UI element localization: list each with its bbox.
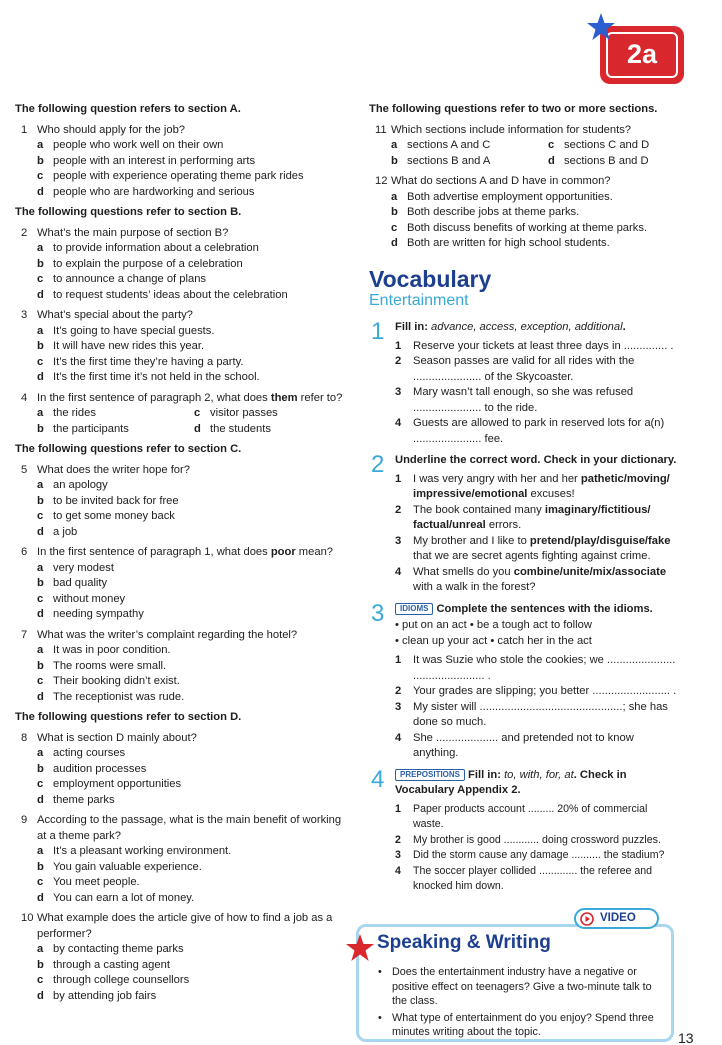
option-letter: c [194, 407, 201, 419]
option-text: visitor passes [210, 407, 278, 419]
option-text: You meet people. [53, 876, 140, 888]
video-label: VIDEO [600, 912, 636, 924]
option-letter: d [37, 793, 44, 806]
unit-badge-label: 2a [626, 39, 658, 69]
option-letter: a [37, 407, 44, 419]
option-letter: c [391, 221, 398, 234]
question-number: 1 [21, 123, 28, 136]
option-text: the students [210, 422, 271, 435]
exercise-number: 4 [371, 765, 385, 793]
vocabulary-section [369, 266, 679, 901]
option-text: the rides [53, 407, 96, 419]
option-text: by contacting theme parks [53, 943, 184, 955]
option-letter: c [37, 778, 44, 790]
question-4 [15, 391, 345, 438]
word-choices[interactable]: imaginary/fictitious/ factual/unreal [413, 503, 651, 531]
option-letter: b [37, 340, 44, 352]
question-line [15, 545, 345, 561]
question-line [15, 123, 345, 139]
item-text: Your grades are slipping; you better ......................... . [413, 685, 677, 697]
question-number: 11 [375, 123, 387, 136]
answer-option[interactable] [15, 958, 345, 974]
option-text: sections B and D [564, 154, 649, 167]
answer-option[interactable] [15, 422, 172, 438]
option-text: The rooms were small. [53, 659, 167, 672]
question-text: What does the writer hope for? [37, 463, 190, 476]
answer-option[interactable] [15, 690, 345, 706]
option-letter: b [37, 257, 44, 270]
question-number: 12 [375, 175, 388, 187]
option-text: acting courses [53, 747, 126, 759]
option-text: needing sympathy [53, 608, 144, 620]
item-text: The soccer player collided ............. the referee and knocked him down. [413, 864, 653, 892]
exercise-instruction: Complete the sentences with the idioms. [436, 602, 653, 615]
option-text: by attending job fairs [53, 989, 157, 1002]
idiom-list: • clean up your act • catch her in the act [395, 634, 592, 647]
option-letter: a [37, 242, 44, 254]
answer-option[interactable] [15, 241, 345, 257]
exercise-number: 1 [371, 318, 385, 345]
option-text: It was in poor condition. [53, 644, 171, 656]
question-number: 5 [21, 463, 28, 476]
option-text: people who are hardworking and serious [53, 185, 255, 198]
option-text: through a casting agent [53, 958, 170, 971]
option-text: The receptionist was rude. [53, 690, 185, 703]
keyword: them [270, 391, 298, 404]
option-text: Both advertise employment opportunities. [407, 190, 613, 203]
item-text: that we are secret agents fighting against crime. [413, 550, 651, 562]
question-text: According to the passage, what is the main benefit of working at a theme park? [37, 814, 342, 842]
right-column [369, 102, 699, 257]
star-icon [586, 12, 616, 42]
option-text: You can earn a lot of money. [53, 891, 195, 904]
answer-option[interactable] [172, 422, 329, 438]
item-number: 4 [395, 864, 401, 877]
option-letter: c [37, 355, 44, 368]
option-letter: a [37, 644, 44, 656]
item-text: excuses! [527, 488, 575, 500]
option-text: Both discuss benefits of working at theme parks. [407, 221, 648, 234]
answer-option[interactable] [15, 891, 345, 907]
option-letter: b [37, 422, 44, 435]
answer-option[interactable] [15, 370, 345, 386]
item-text: It was Suzie who stole the cookies; we ...................... ....................... . [413, 654, 676, 682]
option-letter: d [37, 891, 44, 904]
answer-option[interactable] [15, 138, 345, 154]
item-text: Reserve your tickets at least three days in .............. . [413, 339, 674, 352]
question-text: What’s special about the party? [37, 309, 193, 321]
question-5 [15, 463, 345, 541]
exercise-instruction: Underline the correct word. Check in your dictionary. [395, 454, 677, 466]
option-letter: a [37, 139, 44, 151]
answer-option[interactable] [15, 762, 345, 778]
option-text: sections A and C [407, 139, 491, 151]
answer-option[interactable] [15, 355, 345, 371]
option-letter: d [37, 989, 44, 1002]
answer-option[interactable] [15, 860, 345, 876]
item-number: 1 [395, 802, 401, 815]
vocabulary-subtitle: Entertainment [369, 292, 469, 309]
speaking-writing-title: Speaking & Writing [377, 932, 551, 953]
question-number: 7 [21, 628, 28, 641]
question-number: 4 [21, 391, 28, 404]
question-line [15, 226, 345, 242]
exercise-1: 1 Fill in: advance, access, exception, additional. 1 Reserve your tickets at least three days in .............. . 2 Season passes are valid for all rides with the ...................... of the Skycoaster. 3 Mary wasn’t tall enough, so she was refused ...................... to the ride. 4 Guests are allowed to park in reserved lots for a(n) ...................... fee. [371, 318, 674, 445]
option-letter: a [37, 943, 44, 955]
option-letter: b [37, 494, 44, 507]
option-text: theme parks [53, 793, 115, 806]
option-letter: a [391, 190, 398, 203]
idioms-tag: IDIOMS [395, 603, 433, 615]
question-8 [15, 731, 345, 809]
option-text: bad quality [53, 577, 108, 589]
item-number: 4 [395, 417, 402, 429]
word-choices[interactable]: combine/unite/mix/associate [513, 565, 667, 578]
option-text: You gain valuable experience. [53, 860, 202, 873]
answer-option[interactable] [15, 494, 345, 510]
option-letter: a [37, 747, 44, 759]
option-letter: c [37, 273, 44, 285]
answer-option[interactable] [15, 561, 345, 577]
star-icon [345, 933, 375, 963]
section-heading: The following question refers to section A. [15, 103, 241, 115]
item-number: 2 [395, 833, 401, 846]
option-text: sections B and A [407, 154, 491, 167]
item-number: 2 [395, 355, 402, 367]
option-letter: b [391, 206, 398, 218]
word-list: to, with, for, at [504, 768, 574, 781]
item-number: 3 [395, 849, 401, 861]
item-number: 3 [395, 700, 402, 713]
option-letter: d [37, 690, 44, 703]
answer-option[interactable] [15, 257, 345, 273]
play-icon [580, 912, 594, 926]
answer-option[interactable] [15, 288, 345, 304]
answer-option[interactable] [15, 478, 345, 494]
word-choices[interactable]: pathetic/moving/ impressive/emotional [413, 472, 670, 500]
option-letter: d [37, 525, 44, 538]
item-text: with a walk in the forest? [413, 581, 536, 593]
option-letter: c [37, 592, 44, 605]
option-text: audition processes [53, 762, 147, 775]
answer-option[interactable] [15, 154, 345, 170]
option-text: through college counsellors [53, 974, 190, 986]
option-letter: b [37, 762, 44, 775]
option-letter: b [37, 154, 44, 167]
task-item: • What type of entertainment do you enjoy? Spend three minutes writing about the topic. [375, 1011, 665, 1040]
option-text: It’s a pleasant working environment. [53, 845, 232, 857]
exercise-4 [369, 765, 679, 895]
option-letter: b [37, 958, 44, 971]
question-10 [15, 911, 345, 1004]
question-text: Which sections include information for students? [391, 123, 632, 136]
option-text: an apology [53, 479, 108, 491]
option-text: Their booking didn’t exist. [53, 675, 180, 687]
question-number: 9 [21, 814, 28, 826]
option-letter: b [37, 860, 44, 873]
item-text: My brother is good ............ doing crossword puzzles. [413, 833, 661, 846]
question-11 [369, 123, 699, 170]
word-choices[interactable]: pretend/play/disguise/fake [529, 534, 671, 547]
option-text: to provide information about a celebration [53, 242, 259, 254]
item-number: 2 [395, 503, 402, 516]
option-letter: a [37, 845, 44, 857]
option-text: sections C and D [564, 139, 650, 151]
question-number: 2 [21, 226, 28, 239]
section-heading: The following questions refer to two or more sections. [369, 103, 658, 115]
exercise-number: 3 [371, 599, 385, 627]
question-line [15, 391, 345, 407]
item-text: Mary wasn’t tall enough, so she was refused ...................... to the ride. [413, 386, 634, 414]
option-text: It’s the first time they’re having a party. [53, 355, 244, 368]
section-heading: The following questions refer to section C. [15, 443, 242, 455]
question-line [15, 911, 345, 942]
idiom-list: • put on an act • be a tough act to follow [395, 619, 592, 631]
item-number: 4 [395, 565, 402, 578]
option-letter: c [37, 876, 44, 888]
section-heading: The following questions refer to section D. [15, 711, 242, 723]
question-number: 10 [21, 912, 34, 924]
option-letter: d [37, 608, 44, 620]
option-text: to announce a change of plans [53, 273, 207, 285]
option-letter: d [37, 288, 44, 301]
item-number: 1 [395, 472, 402, 485]
option-text: to request students’ ideas about the celebration [53, 288, 288, 301]
option-letter: d [194, 422, 201, 435]
option-text: a job [53, 525, 78, 538]
question-text: Who should apply for the job? [37, 123, 186, 136]
vocabulary-title: Vocabulary [369, 266, 492, 292]
option-text: It’s the first time it’s not held in the school. [53, 371, 260, 383]
prepositions-tag: PREPOSITIONS [395, 769, 465, 781]
item-number: 3 [395, 534, 402, 547]
page-number: 13 [678, 1030, 694, 1045]
option-letter: d [391, 237, 398, 249]
question-3 [15, 308, 345, 386]
option-text: people who work well on their own [53, 139, 224, 151]
answer-option[interactable] [15, 989, 345, 1005]
option-text: without money [53, 592, 126, 605]
question-line [15, 463, 345, 479]
option-letter: c [37, 170, 44, 182]
item-number: 1 [395, 339, 402, 352]
option-letter: a [391, 139, 398, 151]
question-text: refer to? [297, 391, 343, 404]
question-text: mean? [295, 546, 334, 558]
item-text: I was very angry with her and her [413, 472, 581, 485]
section-heading: The following questions refer to section B. [15, 206, 242, 218]
option-letter: c [548, 139, 555, 151]
answer-option[interactable] [15, 339, 345, 355]
exercise-3 [369, 599, 679, 762]
option-text: Both describe jobs at theme parks. [407, 206, 580, 218]
question-line [15, 628, 345, 644]
item-number: 2 [395, 685, 402, 697]
answer-option[interactable] [15, 324, 345, 340]
question-line [15, 308, 345, 324]
question-number: 6 [21, 546, 28, 558]
task-item: • Does the entertainment industry have a negative or positive effect on teenagers? Give a two-minute talk to the class. [375, 965, 665, 1009]
answer-option[interactable] [172, 406, 329, 422]
option-text: It’s going to have special guests. [53, 324, 215, 337]
question-6 [15, 545, 345, 623]
option-letter: c [37, 974, 44, 986]
question-2 [15, 226, 345, 304]
question-text: What do sections A and D have in common? [391, 175, 611, 187]
question-number: 8 [21, 731, 28, 744]
item-text: The book contained many [413, 503, 545, 516]
option-letter: b [37, 577, 44, 589]
answer-option[interactable] [15, 607, 345, 623]
answer-option[interactable] [15, 973, 345, 989]
keyword: poor [270, 546, 296, 558]
option-letter: a [37, 479, 44, 491]
item-text: Did the storm cause any damage .......... the stadium? [413, 849, 665, 861]
option-letter: c [37, 510, 44, 522]
answer-option[interactable] [15, 576, 345, 592]
option-row [15, 406, 345, 422]
answer-option[interactable] [15, 777, 345, 793]
word-list: advance, access, exception, additional [431, 321, 623, 333]
question-text: In the first sentence of paragraph 1, what does [37, 546, 271, 558]
item-text: She .................... and pretended not to know anything. [413, 731, 634, 759]
question-12 [369, 174, 699, 252]
option-text: employment opportunities [53, 778, 182, 790]
exercise-instruction: . Check in Vocabulary Appendix 2. [395, 768, 627, 796]
item-text: Guests are allowed to park in reserved lots for a(n) ...................... fee. [413, 417, 665, 445]
option-text: people with an interest in performing arts [53, 154, 256, 167]
answer-option[interactable] [15, 592, 345, 608]
left-column [15, 102, 345, 1009]
answer-option[interactable] [15, 185, 345, 201]
option-letter: d [37, 371, 44, 383]
option-text: to get some money back [53, 510, 175, 522]
answer-option[interactable] [15, 509, 345, 525]
answer-option[interactable] [15, 525, 345, 541]
option-letter: b [37, 659, 44, 672]
question-text: What example does the article give of how to find a job as a performer? [37, 912, 333, 940]
option-letter: a [37, 561, 44, 574]
question-line [15, 731, 345, 747]
answer-option[interactable] [15, 844, 345, 860]
item-number: 1 [395, 654, 402, 666]
answer-option[interactable] [15, 406, 172, 422]
answer-option[interactable] [15, 272, 345, 288]
exercise-2 [369, 453, 679, 596]
item-text: My sister will ..............................................; she has done so much. [413, 700, 668, 728]
exercise-instruction: Fill in: [468, 768, 501, 781]
item-text: What smells do you [413, 565, 514, 578]
question-9 [15, 813, 345, 906]
question-text: In the first sentence of paragraph 2, what does [37, 391, 271, 404]
question-text: What is section D mainly about? [37, 731, 197, 744]
question-7 [15, 628, 345, 706]
option-letter: a [37, 324, 44, 337]
option-text: very modest [53, 561, 114, 574]
answer-option[interactable] [15, 643, 345, 659]
answer-option[interactable] [15, 674, 345, 690]
item-number: 4 [395, 731, 402, 744]
item-text: Season passes are valid for all rides with the ...................... of the Skycoaster. [413, 355, 635, 383]
option-letter: b [391, 154, 398, 167]
answer-option[interactable] [15, 875, 345, 891]
option-letter: c [37, 675, 44, 687]
item-text: Paper products account ......... 20% of commercial waste. [413, 802, 648, 830]
answer-option[interactable] [15, 659, 345, 675]
answer-option[interactable] [15, 942, 345, 958]
speaking-task-list [375, 965, 665, 1042]
option-text: the participants [53, 422, 129, 435]
item-number: 3 [395, 386, 402, 398]
video-button[interactable] [574, 908, 659, 929]
question-1 [15, 123, 345, 201]
exercise-number: 2 [371, 451, 385, 478]
item-text: My brother and I like to [413, 534, 530, 547]
answer-option[interactable] [15, 793, 345, 809]
exercise-instruction: Fill in: [395, 321, 428, 333]
answer-option[interactable] [15, 169, 345, 185]
question-number: 3 [21, 309, 28, 321]
option-text: to be invited back for free [53, 494, 179, 507]
item-text: errors. [485, 519, 522, 531]
question-text: What’s the main purpose of section B? [37, 226, 229, 239]
option-row [15, 422, 345, 438]
option-text: Both are written for high school students. [407, 237, 610, 249]
option-text: It will have new rides this year. [53, 340, 205, 352]
answer-option[interactable] [15, 746, 345, 762]
option-letter: d [37, 185, 44, 198]
option-text: people with experience operating theme park rides [53, 170, 304, 182]
option-letter: d [548, 154, 555, 167]
question-text: What was the writer’s complaint regarding the hotel? [37, 628, 298, 641]
speaking-writing-box [356, 924, 674, 1042]
question-line [15, 813, 345, 844]
option-text: to explain the purpose of a celebration [53, 257, 243, 270]
